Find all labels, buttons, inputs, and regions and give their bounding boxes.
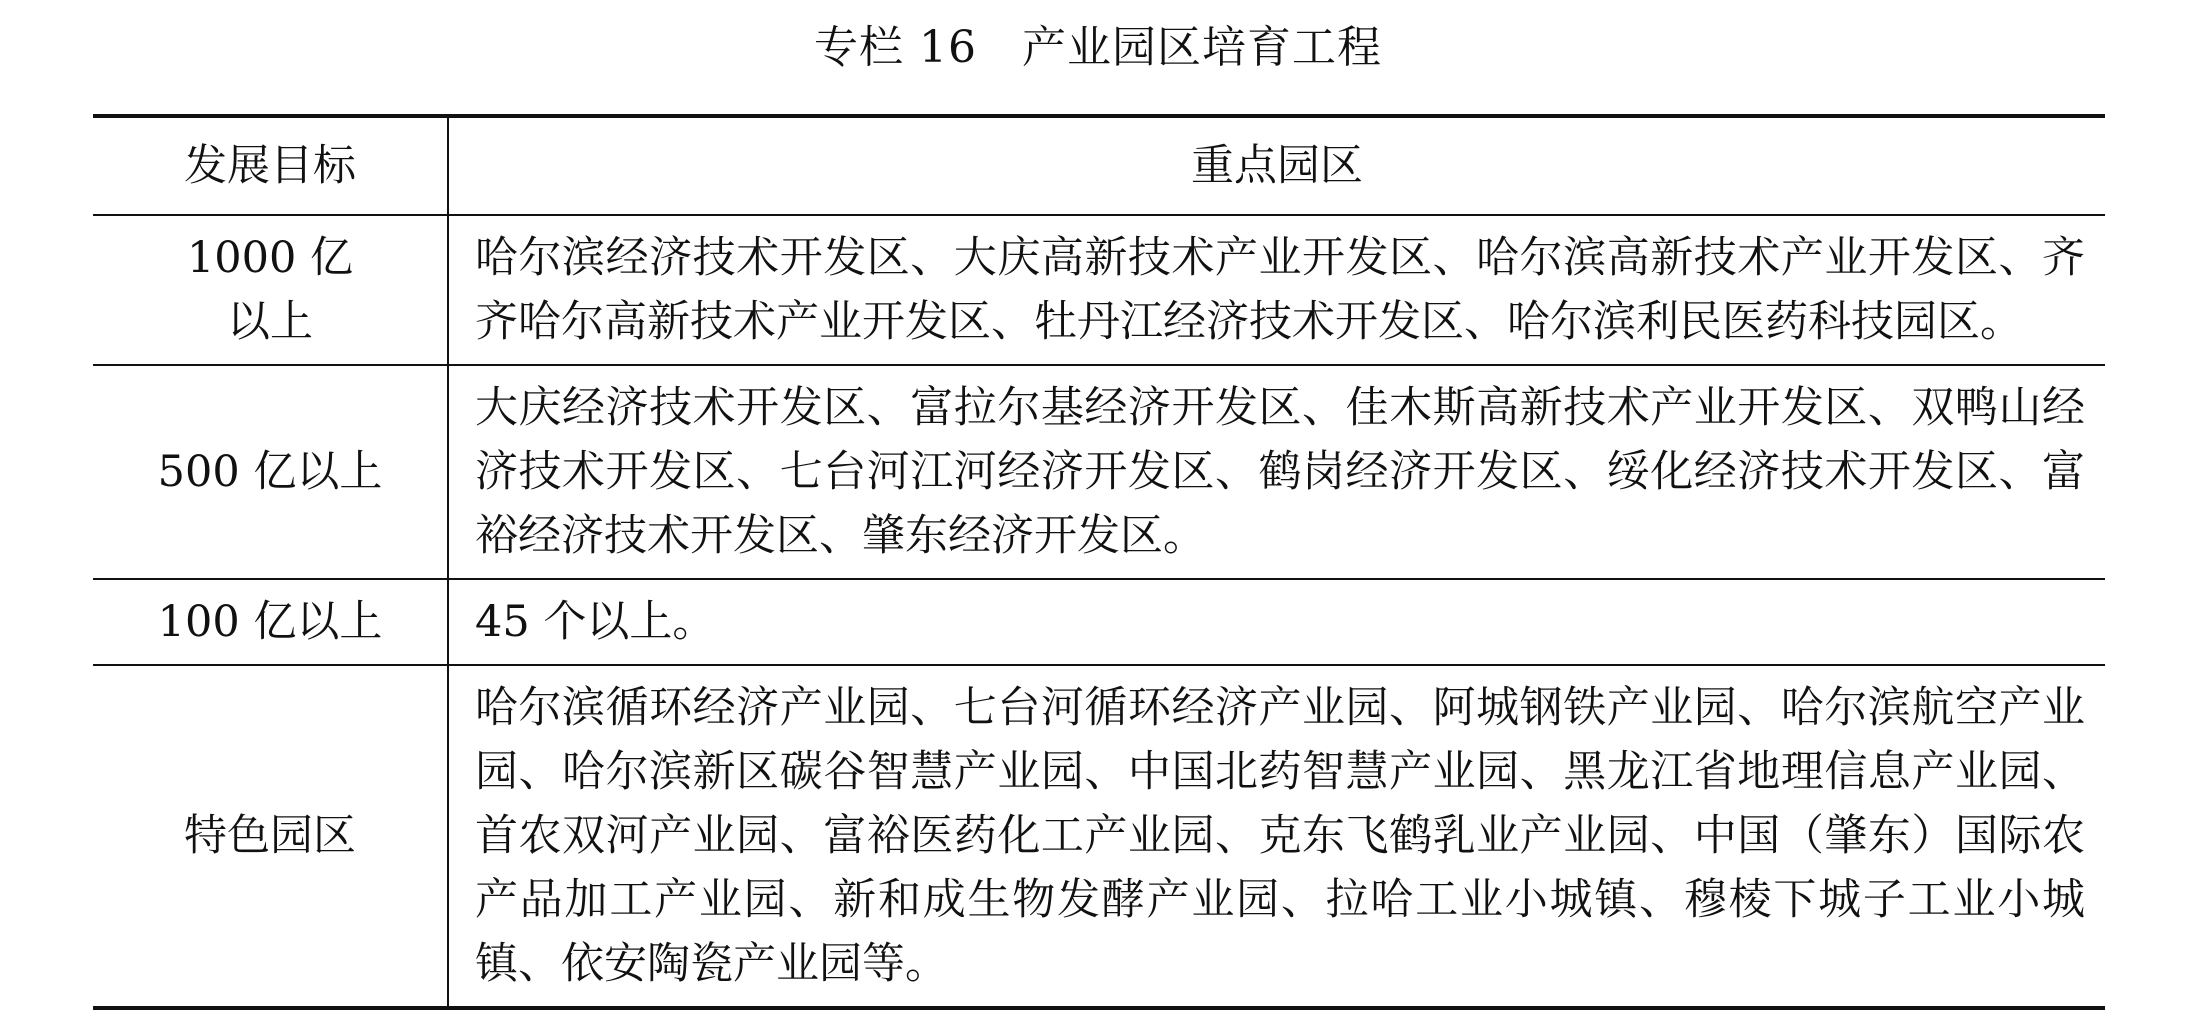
parks-cell: 哈尔滨循环经济产业园、七台河循环经济产业园、阿城钢铁产业园、哈尔滨航空产业园、哈尔滨新区碳谷智慧产业园、中国北药智慧产业园、黑龙江省地理信息产业园、首农双河产业园、富裕医药化工产业园、克东飞鹤乳业产业园、中国（肇东）国际农产品加工产业园、新和成生物发酵产业园、拉哈工业小城镇、穆棱下城子工业小城镇、依安陶瓷产业园等。	[475, 683, 2085, 989]
table-header-row	[93, 116, 2105, 215]
page-title: 专栏 16 产业园区培育工程	[814, 22, 1382, 73]
goal-line: 100 亿以上	[157, 597, 383, 647]
parks-cell: 哈尔滨经济技术开发区、大庆高新技术产业开发区、哈尔滨高新技术产业开发区、齐齐哈尔高新技术产业开发区、牡丹江经济技术开发区、哈尔滨利民医药科技园区。	[448, 215, 2105, 365]
goal-cell	[93, 215, 448, 365]
parks-cell: 45 个以上。	[448, 579, 2105, 665]
goal-line: 以上	[227, 297, 313, 347]
table-row	[93, 665, 2105, 1008]
parks-cell: 大庆经济技术开发区、富拉尔基经济开发区、佳木斯高新技术产业开发区、双鸭山经济技术开发区、七台河江河经济开发区、鹤岗经济开发区、绥化经济技术开发区、富裕经济技术开发区、肇东经济开发区。	[448, 365, 2105, 579]
goal-cell	[93, 665, 448, 1008]
goal-cell	[93, 579, 448, 665]
goal-line: 1000 亿	[186, 233, 354, 283]
header-key-parks: 重点园区	[448, 116, 2105, 215]
industrial-park-table	[93, 114, 2105, 1010]
goal-cell	[93, 365, 448, 579]
table-row	[93, 579, 2105, 665]
table-row	[93, 365, 2105, 579]
table-row	[93, 215, 2105, 365]
goal-line: 500 亿以上	[157, 447, 383, 497]
goal-line: 特色园区	[184, 811, 356, 861]
header-development-goal: 发展目标	[93, 116, 448, 215]
